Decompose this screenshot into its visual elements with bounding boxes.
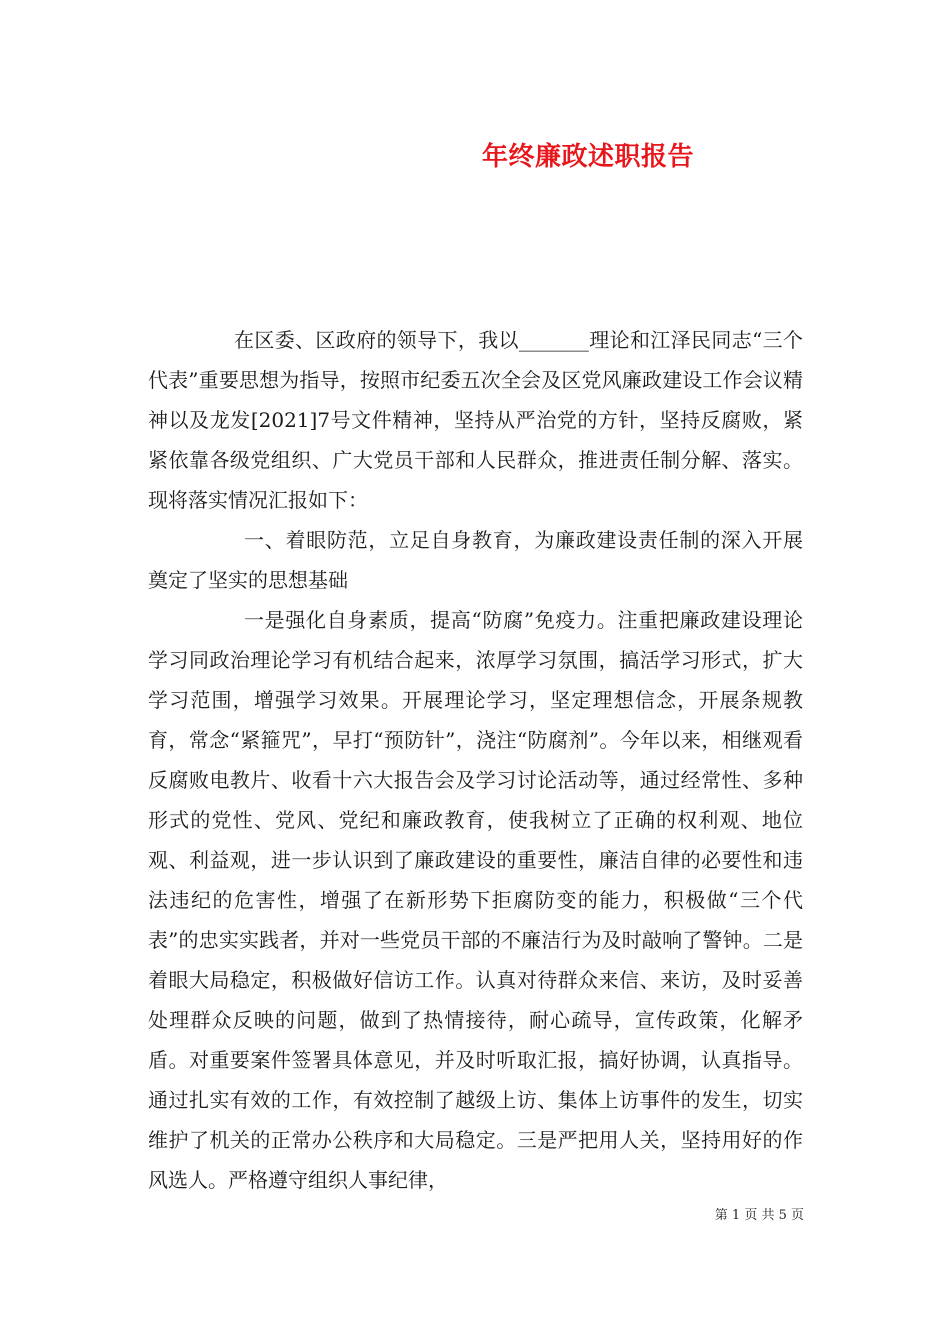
document-body	[148, 320, 803, 1200]
document-title: 年终廉政述职报告	[481, 142, 694, 172]
section-heading-1: 一、着眼防范，立足自身教育，为廉政建设责任制的深入开展奠定了坚实的思想基础	[148, 528, 803, 592]
section-body-1: 一是强化自身素质，提高“防腐”免疫力。注重把廉政建设理论学习同政治理论学习有机结合起来，浓厚学习氛围，搞活学习形式，扩大学习范围，增强学习效果。开展理论学习，坚定理想信念，开展条规教育，常念“紧箍咒”，早打“预防针”，浇注“防腐剂”。今年以来，相继观看反腐败电教片、收看十六大报告会及学习讨论活动等，通过经常性、多种形式的党性、党风、党纪和廉政教育，使我树立了正确的权利观、地位观、利益观，进一步认识到了廉政建设的重要性，廉洁自律的必要性和违法违纪的危害性，增强了在新形势下拒腐防变的能力，积极做“三个代表”的忠实实践者，并对一些党员干部的不廉洁行为及时敲响了警钟。二是着眼大局稳定，积极做好信访工作。认真对待群众来信、来访，及时妥善处理群众反映的问题，做到了热情接待，耐心疏导，宣传政策，化解矛盾。对重要案件签署具体意见，并及时听取汇报，搞好协调，认真指导。通过扎实有效的工作，有效控制了越级上访、集体上访事件的发生，切实维护了机关的正常办公秩序和大局稳定。三是严把用人关，坚持用好的作风选人。严格遵守组织人事纪律，	[148, 608, 803, 1192]
page-number: 第 1 页 共 5 页	[714, 1208, 804, 1223]
intro-paragraph: 在区委、区政府的领导下，我以_______理论和江泽民同志“三个代表”重要思想为指导，按照市纪委五次全会及区党风廉政建设工作会议精神以及龙发[2021]7号文件精神，坚持从严治党的方针，坚持反腐败，紧紧依靠各级党组织、广大党员干部和人民群众，推进责任制分解、落实。现将落实情况汇报如下：	[148, 328, 803, 512]
